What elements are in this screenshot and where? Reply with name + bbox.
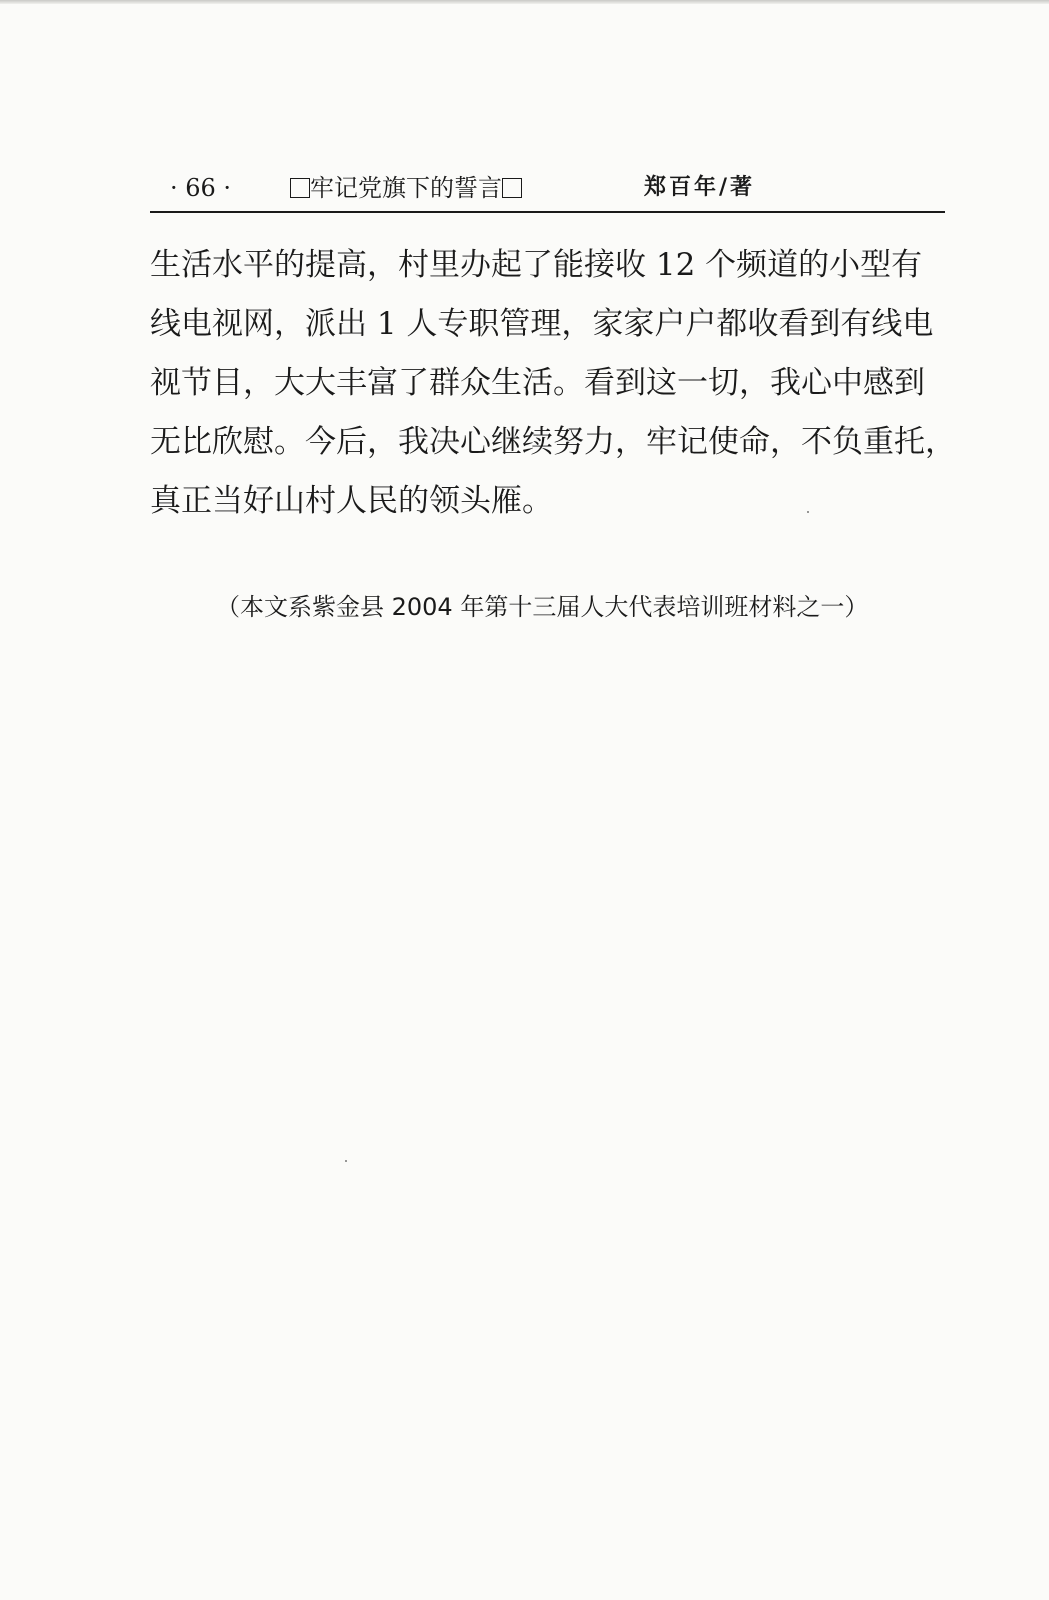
body-paragraph: [150, 236, 956, 531]
body-line: 真正当好山村人民的领头雁。: [150, 483, 553, 519]
scan-speck: [345, 1160, 347, 1162]
scan-speck: [807, 511, 809, 513]
header-rule: [150, 211, 945, 213]
book-title-text: 牢记党旗下的誓言: [310, 174, 502, 202]
book-title: [290, 168, 522, 208]
author: 郑百年/著: [644, 175, 756, 200]
source-note: （本文系紫金县 2004 年第十三届人大代表培训班材料之一）: [216, 593, 869, 621]
page-number: · 66 ·: [170, 174, 232, 202]
page-top-edge: [0, 0, 1049, 4]
body-line: 视节目，大大丰富了群众生活。看到这一切，我心中感到: [150, 365, 925, 401]
running-header: [150, 168, 945, 208]
title-close-box-icon: [502, 178, 522, 198]
body-line: 无比欣慰。今后，我决心继续努力，牢记使命，不负重托，: [150, 424, 956, 460]
title-open-box-icon: [290, 178, 310, 198]
body-line: 生活水平的提高，村里办起了能接收 12 个频道的小型有: [150, 247, 923, 283]
body-line: 线电视网，派出 1 人专职管理，家家户户都收看到有线电: [150, 306, 934, 342]
